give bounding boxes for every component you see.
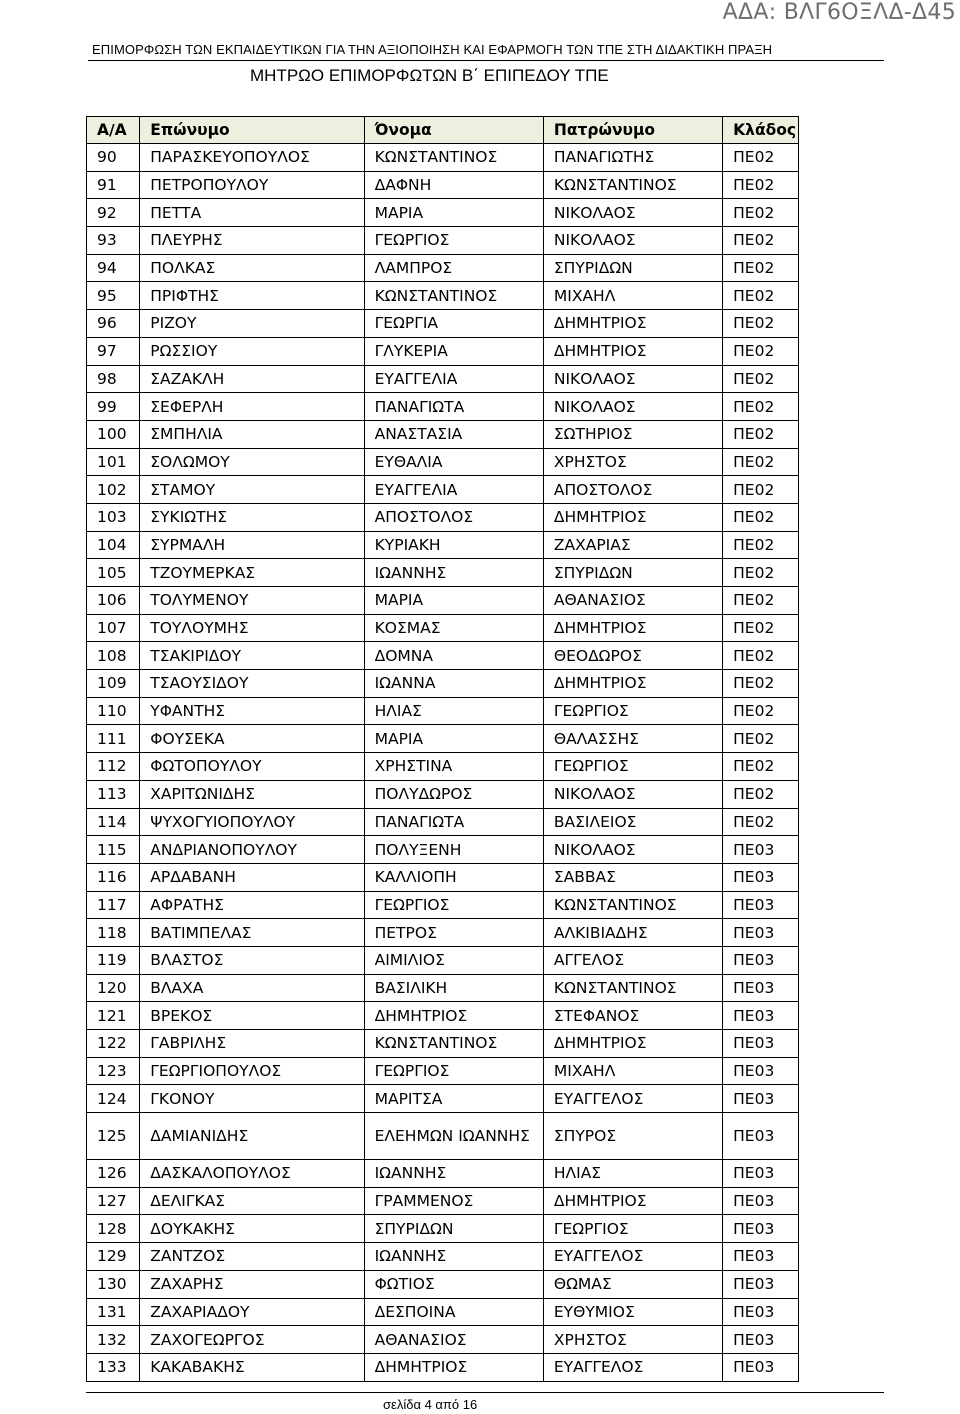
- cell-branch: ΠΕ02: [723, 365, 799, 393]
- table-row: [87, 1057, 799, 1085]
- cell-aa: 114: [87, 808, 140, 836]
- cell-branch: ΠΕ02: [723, 476, 799, 504]
- cell-aa: 133: [87, 1353, 140, 1381]
- cell-patronymic: ΑΠΟΣΤΟΛΟΣ: [543, 476, 722, 504]
- cell-aa: 107: [87, 614, 140, 642]
- table-row: [87, 725, 799, 753]
- cell-name: ΑΙΜΙΛΙΟΣ: [364, 946, 543, 974]
- cell-surname: ΥΦΑΝΤΗΣ: [140, 697, 364, 725]
- cell-name: ΧΡΗΣΤΙΝΑ: [364, 753, 543, 781]
- header-cell-branch: Κλάδος: [723, 117, 799, 144]
- cell-surname: ΡΙΖΟΥ: [140, 310, 364, 338]
- cell-patronymic: ΖΑΧΑΡΙΑΣ: [543, 531, 722, 559]
- table-row: [87, 365, 799, 393]
- cell-name: ΚΩΝΣΤΑΝΤΙΝΟΣ: [364, 1030, 543, 1058]
- cell-surname: ΒΑΤΙΜΠΕΛΑΣ: [140, 919, 364, 947]
- cell-aa: 122: [87, 1030, 140, 1058]
- table-row: [87, 476, 799, 504]
- cell-name: ΕΛΕΗΜΩΝ ΙΩΑΝΝΗΣ: [364, 1113, 543, 1160]
- table-row: [87, 1270, 799, 1298]
- cell-branch: ΠΕ02: [723, 199, 799, 227]
- cell-branch: ΠΕ02: [723, 282, 799, 310]
- cell-aa: 125: [87, 1113, 140, 1160]
- cell-name: ΑΝΑΣΤΑΣΙΑ: [364, 420, 543, 448]
- cell-branch: ΠΕ03: [723, 1298, 799, 1326]
- table-row: [87, 227, 799, 255]
- cell-patronymic: ΔΗΜΗΤΡΙΟΣ: [543, 1187, 722, 1215]
- cell-branch: ΠΕ02: [723, 171, 799, 199]
- cell-name: ΒΑΣΙΛΙΚΗ: [364, 974, 543, 1002]
- cell-patronymic: ΚΩΝΣΤΑΝΤΙΝΟΣ: [543, 171, 722, 199]
- cell-branch: ΠΕ03: [723, 1215, 799, 1243]
- cell-aa: 132: [87, 1326, 140, 1354]
- cell-patronymic: ΝΙΚΟΛΑΟΣ: [543, 365, 722, 393]
- cell-branch: ΠΕ02: [723, 725, 799, 753]
- cell-aa: 109: [87, 670, 140, 698]
- table-row: [87, 1243, 799, 1271]
- cell-patronymic: ΣΠΥΡΟΣ: [543, 1113, 722, 1160]
- cell-surname: ΑΝΔΡΙΑΝΟΠΟΥΛΟΥ: [140, 836, 364, 864]
- cell-aa: 103: [87, 503, 140, 531]
- cell-aa: 131: [87, 1298, 140, 1326]
- cell-name: ΜΑΡΙΑ: [364, 199, 543, 227]
- cell-name: ΚΟΣΜΑΣ: [364, 614, 543, 642]
- table-row: [87, 393, 799, 421]
- cell-patronymic: ΑΓΓΕΛΟΣ: [543, 946, 722, 974]
- ada-code: ΑΔΑ: ΒΛΓ6ΟΞΛΔ-Δ45: [722, 0, 956, 25]
- cell-name: ΓΕΩΡΓΙΑ: [364, 310, 543, 338]
- cell-aa: 96: [87, 310, 140, 338]
- cell-branch: ΠΕ03: [723, 1353, 799, 1381]
- cell-name: ΓΡΑΜΜΕΝΟΣ: [364, 1187, 543, 1215]
- table-row: [87, 1215, 799, 1243]
- cell-patronymic: ΓΕΩΡΓΙΟΣ: [543, 697, 722, 725]
- cell-branch: ΠΕ02: [723, 697, 799, 725]
- table-row: [87, 1187, 799, 1215]
- table-row: [87, 310, 799, 338]
- cell-name: ΛΑΜΠΡΟΣ: [364, 254, 543, 282]
- cell-surname: ΖΑΝΤΖΟΣ: [140, 1243, 364, 1271]
- cell-aa: 116: [87, 863, 140, 891]
- cell-branch: ΠΕ02: [723, 448, 799, 476]
- table-row: [87, 753, 799, 781]
- cell-patronymic: ΓΕΩΡΓΙΟΣ: [543, 753, 722, 781]
- cell-surname: ΤΣΑΚΙΡΙΔΟΥ: [140, 642, 364, 670]
- cell-surname: ΠΕΤΤΑ: [140, 199, 364, 227]
- cell-branch: ΠΕ02: [723, 254, 799, 282]
- cell-name: ΑΠΟΣΤΟΛΟΣ: [364, 503, 543, 531]
- table-row: [87, 531, 799, 559]
- table-row: [87, 919, 799, 947]
- cell-patronymic: ΘΕΟΔΩΡΟΣ: [543, 642, 722, 670]
- table-row: [87, 642, 799, 670]
- cell-aa: 91: [87, 171, 140, 199]
- cell-patronymic: ΝΙΚΟΛΑΟΣ: [543, 780, 722, 808]
- table-row: [87, 1085, 799, 1113]
- table-row: [87, 1160, 799, 1188]
- table-row: [87, 199, 799, 227]
- cell-aa: 97: [87, 337, 140, 365]
- cell-aa: 106: [87, 587, 140, 615]
- cell-patronymic: ΘΑΛΑΣΣΗΣ: [543, 725, 722, 753]
- cell-branch: ΠΕ03: [723, 836, 799, 864]
- cell-name: ΜΑΡΙΑ: [364, 587, 543, 615]
- cell-patronymic: ΠΑΝΑΓΙΩΤΗΣ: [543, 144, 722, 172]
- cell-aa: 126: [87, 1160, 140, 1188]
- cell-patronymic: ΚΩΝΣΤΑΝΤΙΝΟΣ: [543, 974, 722, 1002]
- cell-name: ΙΩΑΝΝΑ: [364, 670, 543, 698]
- cell-patronymic: ΔΗΜΗΤΡΙΟΣ: [543, 1030, 722, 1058]
- cell-branch: ΠΕ03: [723, 863, 799, 891]
- cell-branch: ΠΕ02: [723, 393, 799, 421]
- cell-aa: 121: [87, 1002, 140, 1030]
- cell-aa: 123: [87, 1057, 140, 1085]
- registry-table: [86, 116, 799, 1382]
- cell-surname: ΤΣΑΟΥΣΙΔΟΥ: [140, 670, 364, 698]
- table-row: [87, 946, 799, 974]
- cell-aa: 101: [87, 448, 140, 476]
- cell-branch: ΠΕ03: [723, 919, 799, 947]
- table-row: [87, 1353, 799, 1381]
- cell-branch: ΠΕ03: [723, 1030, 799, 1058]
- header-cell-name: Όνομα: [364, 117, 543, 144]
- cell-surname: ΣΜΠΗΛΙΑ: [140, 420, 364, 448]
- cell-aa: 90: [87, 144, 140, 172]
- table-row: [87, 836, 799, 864]
- cell-name: ΓΛΥΚΕΡΙΑ: [364, 337, 543, 365]
- table-row: [87, 891, 799, 919]
- cell-aa: 108: [87, 642, 140, 670]
- cell-patronymic: ΑΛΚΙΒΙΑΔΗΣ: [543, 919, 722, 947]
- cell-name: ΠΑΝΑΓΙΩΤΑ: [364, 393, 543, 421]
- cell-name: ΓΕΩΡΓΙΟΣ: [364, 891, 543, 919]
- cell-surname: ΒΡΕΚΟΣ: [140, 1002, 364, 1030]
- table-row: [87, 1002, 799, 1030]
- cell-aa: 93: [87, 227, 140, 255]
- cell-patronymic: ΒΑΣΙΛΕΙΟΣ: [543, 808, 722, 836]
- cell-patronymic: ΣΩΤΗΡΙΟΣ: [543, 420, 722, 448]
- cell-surname: ΠΑΡΑΣΚΕΥΟΠΟΥΛΟΣ: [140, 144, 364, 172]
- cell-branch: ΠΕ03: [723, 1243, 799, 1271]
- cell-surname: ΤΟΛΥΜΕΝΟΥ: [140, 587, 364, 615]
- cell-surname: ΔΟΥΚΑΚΗΣ: [140, 1215, 364, 1243]
- cell-aa: 113: [87, 780, 140, 808]
- cell-name: ΑΘΑΝΑΣΙΟΣ: [364, 1326, 543, 1354]
- header-rule: [88, 60, 884, 61]
- cell-surname: ΠΡΙΦΤΗΣ: [140, 282, 364, 310]
- cell-name: ΜΑΡΙΤΣΑ: [364, 1085, 543, 1113]
- cell-patronymic: ΜΙΧΑΗΛ: [543, 1057, 722, 1085]
- cell-branch: ΠΕ02: [723, 503, 799, 531]
- cell-branch: ΠΕ02: [723, 587, 799, 615]
- cell-aa: 104: [87, 531, 140, 559]
- cell-patronymic: ΣΤΕΦΑΝΟΣ: [543, 1002, 722, 1030]
- page-number: σελίδα 4 από 16: [383, 1397, 478, 1412]
- cell-patronymic: ΕΥΑΓΓΕΛΟΣ: [543, 1353, 722, 1381]
- cell-patronymic: ΔΗΜΗΤΡΙΟΣ: [543, 503, 722, 531]
- table-row: [87, 1326, 799, 1354]
- table-row: [87, 144, 799, 172]
- table-row: [87, 697, 799, 725]
- cell-surname: ΣΥΚΙΩΤΗΣ: [140, 503, 364, 531]
- cell-aa: 118: [87, 919, 140, 947]
- cell-surname: ΨΥΧΟΓΥΙΟΠΟΥΛΟΥ: [140, 808, 364, 836]
- table-row: [87, 254, 799, 282]
- cell-surname: ΣΥΡΜΑΛΗ: [140, 531, 364, 559]
- table-row: [87, 503, 799, 531]
- cell-aa: 128: [87, 1215, 140, 1243]
- cell-surname: ΡΩΣΣΙΟΥ: [140, 337, 364, 365]
- cell-patronymic: ΣΠΥΡΙΔΩΝ: [543, 254, 722, 282]
- cell-surname: ΑΦΡΑΤΗΣ: [140, 891, 364, 919]
- cell-patronymic: ΣΑΒΒΑΣ: [543, 863, 722, 891]
- cell-branch: ΠΕ02: [723, 227, 799, 255]
- cell-surname: ΣΑΖΑΚΛΗ: [140, 365, 364, 393]
- cell-aa: 94: [87, 254, 140, 282]
- cell-patronymic: ΘΩΜΑΣ: [543, 1270, 722, 1298]
- cell-patronymic: ΗΛΙΑΣ: [543, 1160, 722, 1188]
- cell-surname: ΒΛΑΣΤΟΣ: [140, 946, 364, 974]
- cell-branch: ΠΕ03: [723, 891, 799, 919]
- cell-patronymic: ΧΡΗΣΤΟΣ: [543, 1326, 722, 1354]
- cell-name: ΔΕΣΠΟΙΝΑ: [364, 1298, 543, 1326]
- table-row: [87, 420, 799, 448]
- cell-aa: 110: [87, 697, 140, 725]
- cell-surname: ΧΑΡΙΤΩΝΙΔΗΣ: [140, 780, 364, 808]
- cell-surname: ΖΑΧΟΓΕΩΡΓΟΣ: [140, 1326, 364, 1354]
- cell-branch: ΠΕ02: [723, 559, 799, 587]
- table-row: [87, 1298, 799, 1326]
- cell-aa: 117: [87, 891, 140, 919]
- header-cell-patronymic: Πατρώνυμο: [543, 117, 722, 144]
- cell-name: ΣΠΥΡΙΔΩΝ: [364, 1215, 543, 1243]
- cell-branch: ΠΕ03: [723, 1085, 799, 1113]
- table-row: [87, 808, 799, 836]
- cell-aa: 102: [87, 476, 140, 504]
- cell-branch: ΠΕ03: [723, 1057, 799, 1085]
- document-subtitle: ΕΠΙΜΟΡΦΩΣΗ ΤΩΝ ΕΚΠΑΙΔΕΥΤΙΚΩΝ ΓΙΑ ΤΗΝ ΑΞΙΟΠΟΙΗΣΗ ΚΑΙ ΕΦΑΡΜΟΓΗ ΤΩΝ ΤΠΕ ΣΤΗ ΔΙΔΑΚΤΙΚΗ ΠΡΑΞΗ: [92, 42, 773, 57]
- header-cell-aa: Α/Α: [87, 117, 140, 144]
- cell-surname: ΤΖΟΥΜΕΡΚΑΣ: [140, 559, 364, 587]
- cell-surname: ΓΚΟΝΟΥ: [140, 1085, 364, 1113]
- cell-surname: ΠΕΤΡΟΠΟΥΛΟΥ: [140, 171, 364, 199]
- cell-surname: ΣΟΛΩΜΟΥ: [140, 448, 364, 476]
- cell-surname: ΖΑΧΑΡΗΣ: [140, 1270, 364, 1298]
- cell-patronymic: ΧΡΗΣΤΟΣ: [543, 448, 722, 476]
- cell-name: ΠΟΛΥΔΩΡΟΣ: [364, 780, 543, 808]
- cell-name: ΗΛΙΑΣ: [364, 697, 543, 725]
- table-row: [87, 780, 799, 808]
- cell-name: ΕΥΘΑΛΙΑ: [364, 448, 543, 476]
- cell-branch: ΠΕ03: [723, 974, 799, 1002]
- cell-branch: ΠΕ03: [723, 1113, 799, 1160]
- table-row: [87, 614, 799, 642]
- cell-aa: 129: [87, 1243, 140, 1271]
- cell-patronymic: ΕΥΑΓΓΕΛΟΣ: [543, 1243, 722, 1271]
- cell-name: ΠΟΛΥΞΕΝΗ: [364, 836, 543, 864]
- cell-branch: ΠΕ02: [723, 531, 799, 559]
- table-row: [87, 171, 799, 199]
- cell-patronymic: ΔΗΜΗΤΡΙΟΣ: [543, 337, 722, 365]
- cell-aa: 130: [87, 1270, 140, 1298]
- cell-surname: ΚΑΚΑΒΑΚΗΣ: [140, 1353, 364, 1381]
- table-row: [87, 282, 799, 310]
- cell-surname: ΔΑΣΚΑΛΟΠΟΥΛΟΣ: [140, 1160, 364, 1188]
- cell-patronymic: ΔΗΜΗΤΡΙΟΣ: [543, 670, 722, 698]
- cell-aa: 120: [87, 974, 140, 1002]
- cell-name: ΓΕΩΡΓΙΟΣ: [364, 227, 543, 255]
- cell-branch: ΠΕ02: [723, 753, 799, 781]
- cell-name: ΚΩΝΣΤΑΝΤΙΝΟΣ: [364, 282, 543, 310]
- cell-branch: ΠΕ02: [723, 808, 799, 836]
- cell-patronymic: ΕΥΑΓΓΕΛΟΣ: [543, 1085, 722, 1113]
- footer-rule: [86, 1392, 884, 1393]
- cell-name: ΠΑΝΑΓΙΩΤΑ: [364, 808, 543, 836]
- cell-name: ΠΕΤΡΟΣ: [364, 919, 543, 947]
- cell-aa: 111: [87, 725, 140, 753]
- cell-aa: 119: [87, 946, 140, 974]
- cell-branch: ΠΕ02: [723, 310, 799, 338]
- cell-branch: ΠΕ03: [723, 946, 799, 974]
- table-row: [87, 974, 799, 1002]
- cell-patronymic: ΑΘΑΝΑΣΙΟΣ: [543, 587, 722, 615]
- cell-surname: ΓΕΩΡΓΙΟΠΟΥΛΟΣ: [140, 1057, 364, 1085]
- cell-patronymic: ΜΙΧΑΗΛ: [543, 282, 722, 310]
- cell-aa: 127: [87, 1187, 140, 1215]
- cell-aa: 99: [87, 393, 140, 421]
- cell-name: ΙΩΑΝΝΗΣ: [364, 1243, 543, 1271]
- cell-patronymic: ΝΙΚΟΛΑΟΣ: [543, 393, 722, 421]
- table-row: [87, 863, 799, 891]
- cell-surname: ΠΟΛΚΑΣ: [140, 254, 364, 282]
- cell-patronymic: ΝΙΚΟΛΑΟΣ: [543, 836, 722, 864]
- cell-branch: ΠΕ02: [723, 642, 799, 670]
- cell-surname: ΦΩΤΟΠΟΥΛΟΥ: [140, 753, 364, 781]
- cell-branch: ΠΕ02: [723, 420, 799, 448]
- cell-surname: ΤΟΥΛΟΥΜΗΣ: [140, 614, 364, 642]
- cell-patronymic: ΔΗΜΗΤΡΙΟΣ: [543, 614, 722, 642]
- table-row: [87, 337, 799, 365]
- cell-name: ΚΥΡΙΑΚΗ: [364, 531, 543, 559]
- cell-patronymic: ΓΕΩΡΓΙΟΣ: [543, 1215, 722, 1243]
- cell-patronymic: ΝΙΚΟΛΑΟΣ: [543, 199, 722, 227]
- cell-aa: 105: [87, 559, 140, 587]
- cell-branch: ΠΕ03: [723, 1187, 799, 1215]
- cell-name: ΦΩΤΙΟΣ: [364, 1270, 543, 1298]
- cell-name: ΙΩΑΝΝΗΣ: [364, 559, 543, 587]
- cell-branch: ΠΕ02: [723, 670, 799, 698]
- cell-aa: 100: [87, 420, 140, 448]
- table-row: [87, 1113, 799, 1160]
- cell-aa: 112: [87, 753, 140, 781]
- cell-name: ΔΑΦΝΗ: [364, 171, 543, 199]
- cell-branch: ΠΕ03: [723, 1270, 799, 1298]
- cell-surname: ΑΡΔΑΒΑΝΗ: [140, 863, 364, 891]
- cell-surname: ΔΕΛΙΓΚΑΣ: [140, 1187, 364, 1215]
- table-header-row: [87, 117, 799, 144]
- cell-surname: ΒΛΑΧΑ: [140, 974, 364, 1002]
- cell-aa: 92: [87, 199, 140, 227]
- table-row: [87, 448, 799, 476]
- cell-patronymic: ΕΥΘΥΜΙΟΣ: [543, 1298, 722, 1326]
- cell-patronymic: ΔΗΜΗΤΡΙΟΣ: [543, 310, 722, 338]
- cell-name: ΕΥΑΓΓΕΛΙΑ: [364, 476, 543, 504]
- cell-aa: 115: [87, 836, 140, 864]
- cell-aa: 95: [87, 282, 140, 310]
- cell-branch: ΠΕ03: [723, 1002, 799, 1030]
- cell-patronymic: ΚΩΝΣΤΑΝΤΙΝΟΣ: [543, 891, 722, 919]
- header-cell-surname: Επώνυμο: [140, 117, 364, 144]
- cell-aa: 124: [87, 1085, 140, 1113]
- cell-surname: ΣΤΑΜΟΥ: [140, 476, 364, 504]
- table-row: [87, 559, 799, 587]
- cell-name: ΔΗΜΗΤΡΙΟΣ: [364, 1002, 543, 1030]
- cell-branch: ΠΕ03: [723, 1160, 799, 1188]
- cell-name: ΙΩΑΝΝΗΣ: [364, 1160, 543, 1188]
- cell-name: ΚΑΛΛΙΟΠΗ: [364, 863, 543, 891]
- cell-branch: ΠΕ02: [723, 337, 799, 365]
- cell-name: ΔΟΜΝΑ: [364, 642, 543, 670]
- document-title: ΜΗΤΡΩΟ ΕΠΙΜΟΡΦΩΤΩΝ Β΄ ΕΠΙΠΕΔΟΥ ΤΠΕ: [250, 66, 609, 85]
- cell-surname: ΠΛΕΥΡΗΣ: [140, 227, 364, 255]
- cell-name: ΓΕΩΡΓΙΟΣ: [364, 1057, 543, 1085]
- table-row: [87, 1030, 799, 1058]
- cell-name: ΔΗΜΗΤΡΙΟΣ: [364, 1353, 543, 1381]
- cell-surname: ΖΑΧΑΡΙΑΔΟΥ: [140, 1298, 364, 1326]
- table-row: [87, 670, 799, 698]
- cell-name: ΕΥΑΓΓΕΛΙΑ: [364, 365, 543, 393]
- cell-name: ΜΑΡΙΑ: [364, 725, 543, 753]
- cell-name: ΚΩΝΣΤΑΝΤΙΝΟΣ: [364, 144, 543, 172]
- cell-patronymic: ΣΠΥΡΙΔΩΝ: [543, 559, 722, 587]
- cell-branch: ΠΕ02: [723, 614, 799, 642]
- cell-surname: ΣΕΦΕΡΛΗ: [140, 393, 364, 421]
- cell-surname: ΦΟΥΣΕΚΑ: [140, 725, 364, 753]
- cell-branch: ΠΕ02: [723, 780, 799, 808]
- table-body: [87, 144, 799, 1382]
- cell-surname: ΓΑΒΡΙΛΗΣ: [140, 1030, 364, 1058]
- cell-branch: ΠΕ02: [723, 144, 799, 172]
- cell-aa: 98: [87, 365, 140, 393]
- table-row: [87, 587, 799, 615]
- cell-surname: ΔΑΜΙΑΝΙΔΗΣ: [140, 1113, 364, 1160]
- cell-patronymic: ΝΙΚΟΛΑΟΣ: [543, 227, 722, 255]
- cell-branch: ΠΕ03: [723, 1326, 799, 1354]
